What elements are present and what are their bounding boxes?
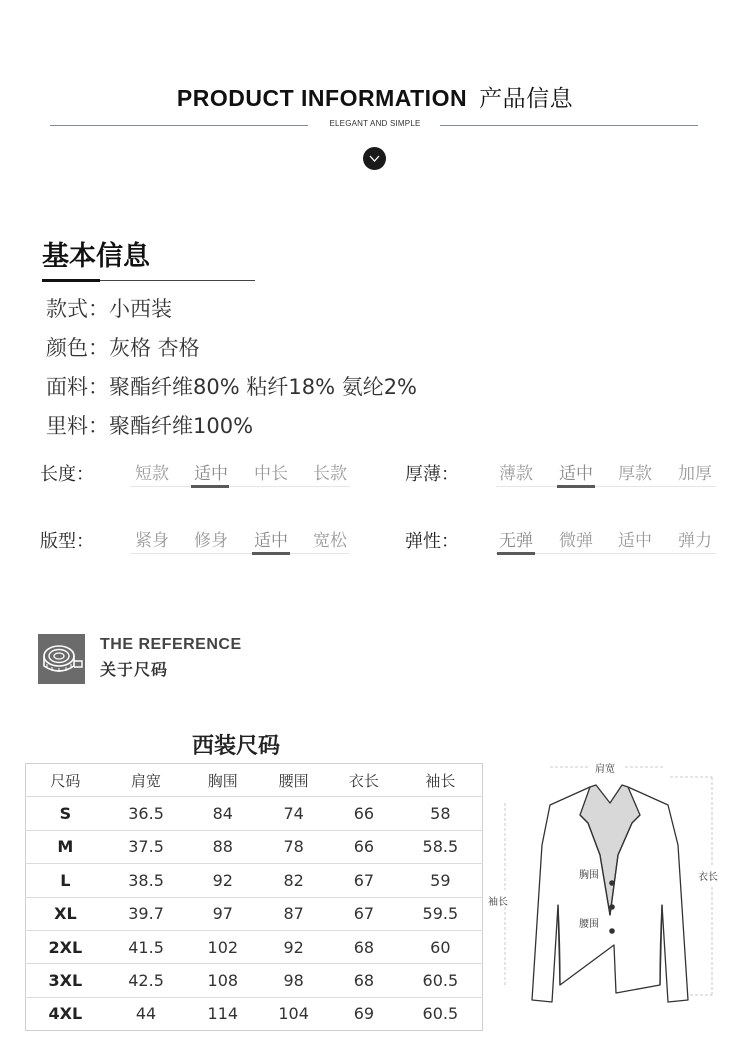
cell-chest: 92 (187, 864, 258, 897)
cell-waist: 87 (258, 897, 329, 930)
page-title (0, 80, 750, 113)
cell-shoulder: 42.5 (105, 964, 188, 997)
cell-sleeve: 59.5 (399, 897, 483, 930)
measuring-tape-icon (38, 634, 85, 684)
attr-thickness-label: 厚薄： (405, 464, 459, 485)
attr-fit-option: 修身 (194, 531, 228, 551)
attr-length-selected-bar (191, 485, 229, 488)
cell-size: S (26, 797, 105, 830)
col-header: 衣长 (329, 764, 399, 797)
cell-length: 66 (329, 830, 399, 863)
attr-thickness-option: 薄款 (499, 464, 533, 484)
cell-length: 68 (329, 930, 399, 963)
attr-elasticity-option: 微弹 (559, 531, 593, 551)
cell-waist: 104 (278, 1004, 309, 1024)
attr-thickness-option-selected: 适中 (559, 464, 593, 484)
attr-length-label: 长度： (40, 464, 94, 485)
attr-thickness-line (496, 486, 716, 487)
cell-length: 69 (353, 1004, 375, 1024)
chevron-down-icon (363, 147, 386, 170)
size-table (25, 763, 483, 1031)
jacket-outline (490, 755, 730, 1025)
cell-chest: 114 (207, 1004, 239, 1024)
cell-shoulder: 36.5 (105, 797, 188, 830)
header-divider-left (50, 125, 308, 126)
attr-thickness-option: 厚款 (618, 464, 652, 484)
attr-fit-option: 宽松 (313, 531, 347, 551)
label-waist: 腰围 (579, 919, 599, 930)
cell-chest: 97 (187, 897, 258, 930)
attr-length-option: 短款 (135, 464, 169, 484)
table-row (26, 864, 483, 897)
cell-length: 68 (329, 964, 399, 997)
col-header: 胸围 (187, 764, 258, 797)
attr-elasticity-label: 弹性： (405, 531, 459, 552)
cell-chest: 102 (187, 930, 258, 963)
label-shoulder: 肩宽 (595, 764, 615, 775)
cell-shoulder: 38.5 (105, 864, 188, 897)
cell-size: L (26, 864, 105, 897)
size-chart-title: 西装尺码 (192, 734, 281, 759)
attr-fit-selected-bar (252, 552, 290, 555)
col-header: 尺码 (26, 764, 105, 797)
col-header: 袖长 (399, 764, 483, 797)
cell-size: 4XL (48, 1004, 83, 1024)
info-fabric: 面料：聚酯纤维80% 粘纤18% 氨纶2% (46, 375, 418, 399)
col-header: 肩宽 (105, 764, 188, 797)
attr-elasticity-selected-bar (497, 552, 535, 555)
cell-sleeve: 59 (399, 864, 483, 897)
reference-title-en: THE REFERENCE (100, 636, 242, 653)
table-row (26, 797, 483, 830)
title-cn: 产品信息 (479, 86, 574, 112)
cell-sleeve: 60.5 (399, 964, 483, 997)
title-en: PRODUCT INFORMATION (176, 85, 468, 111)
attr-fit-line (130, 553, 350, 554)
jacket-diagram (490, 755, 730, 1025)
label-length: 衣长 (698, 872, 718, 883)
attr-length-option: 长款 (313, 464, 347, 484)
col-header: 腰围 (258, 764, 329, 797)
cell-waist: 98 (258, 964, 329, 997)
attr-elasticity-option: 弹力 (678, 531, 712, 551)
info-color: 颜色：灰格 杏格 (46, 336, 200, 360)
basic-info-title: 基本信息 (42, 241, 150, 272)
cell-shoulder: 44 (135, 1004, 157, 1024)
cell-sleeve: 58 (399, 797, 483, 830)
table-row (26, 830, 483, 863)
reference-title-cn: 关于尺码 (100, 660, 169, 679)
header-divider-right (440, 125, 698, 126)
cell-size: 2XL (26, 930, 105, 963)
cell-chest: 108 (187, 964, 258, 997)
cell-length: 67 (329, 864, 399, 897)
attr-thickness-selected-bar (557, 485, 595, 488)
cell-chest: 88 (187, 830, 258, 863)
cell-waist: 82 (258, 864, 329, 897)
table-row (26, 897, 483, 930)
cell-waist: 92 (258, 930, 329, 963)
attr-fit-option: 紧身 (135, 531, 169, 551)
label-chest: 胸围 (579, 870, 599, 881)
cell-shoulder: 37.5 (105, 830, 188, 863)
info-style: 款式：小西装 (46, 297, 172, 321)
cell-waist: 78 (258, 830, 329, 863)
attr-elasticity-option-selected: 无弹 (499, 531, 533, 551)
cell-length: 66 (329, 797, 399, 830)
attr-length-option: 中长 (254, 464, 288, 484)
header-subtitle: ELEGANT AND SIMPLE (329, 119, 421, 128)
cell-size: 3XL (26, 964, 105, 997)
attr-fit-option-selected: 适中 (254, 531, 288, 551)
table-row (26, 964, 483, 997)
table-header-row (26, 764, 483, 797)
cell-shoulder: 39.7 (105, 897, 188, 930)
attr-length-line (130, 486, 350, 487)
cell-sleeve: 60.5 (422, 1004, 459, 1024)
attr-length-option-selected: 适中 (194, 464, 228, 484)
attr-thickness-option: 加厚 (678, 464, 712, 484)
cell-sleeve: 58.5 (399, 830, 483, 863)
cell-waist: 74 (258, 797, 329, 830)
info-lining: 里料：聚酯纤维100% (46, 414, 254, 438)
cell-sleeve: 60 (399, 930, 483, 963)
table-row (26, 997, 483, 1030)
cell-size: XL (26, 897, 105, 930)
cell-shoulder: 41.5 (105, 930, 188, 963)
table-row (26, 930, 483, 963)
cell-chest: 84 (187, 797, 258, 830)
basic-info-underline-accent (42, 279, 100, 282)
attr-elasticity-option: 适中 (618, 531, 652, 551)
cell-size: M (26, 830, 105, 863)
attr-fit-label: 版型： (40, 531, 94, 552)
cell-length: 67 (329, 897, 399, 930)
label-sleeve: 袖长 (488, 897, 508, 908)
